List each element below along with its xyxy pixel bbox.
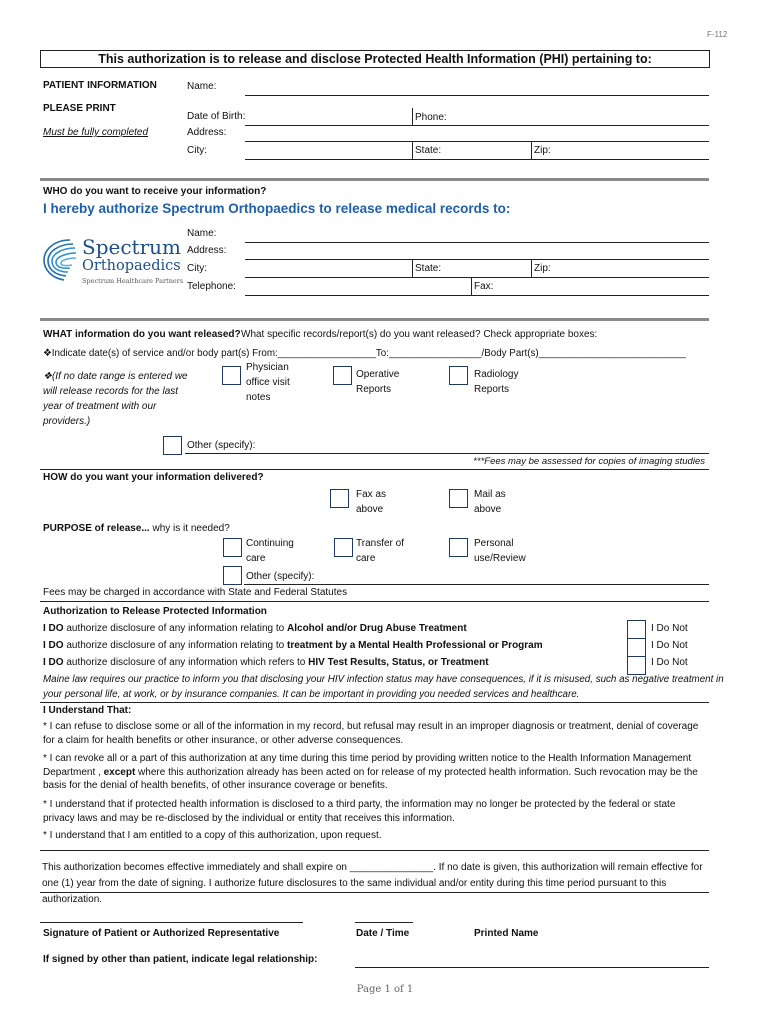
- logo-wordmark-spectrum: Spectrum: [82, 235, 181, 259]
- other-purpose-label: Other (specify):: [246, 571, 315, 582]
- do-not-label-3: I Do Not: [651, 657, 688, 668]
- do-not-alcohol-checkbox[interactable]: [627, 620, 646, 639]
- fees-statute-note: Fees may be charged in accordance with State and Federal Statutes: [43, 587, 348, 598]
- spectrum-logo: [40, 234, 186, 286]
- purpose-question-rest: why is it needed?: [149, 523, 230, 534]
- physician-notes-label-1: Physician: [246, 362, 289, 373]
- fax-delivery-checkbox[interactable]: [330, 489, 349, 508]
- divider: [531, 142, 532, 159]
- physician-notes-label-2: office visit: [246, 377, 290, 388]
- patient-info-heading: PATIENT INFORMATION: [43, 80, 157, 91]
- transfer-care-label-2: care: [356, 553, 376, 564]
- do-label: I DO: [43, 623, 64, 634]
- revoke-except: except: [103, 766, 136, 778]
- continuing-care-label-2: care: [246, 553, 266, 564]
- auth-row-bold: HIV Test Results, Status, or Treatment: [308, 657, 489, 668]
- date-time-field[interactable]: [355, 922, 413, 923]
- do-not-label-1: I Do Not: [651, 623, 688, 634]
- logo-wordmark-orthopaedics: Orthopaedics: [82, 258, 181, 274]
- relationship-label: If signed by other than patient, indicate legal relationship:: [43, 954, 318, 965]
- section-separator: [40, 318, 709, 321]
- address-label: Address:: [187, 127, 227, 138]
- mail-delivery-label-1: Mail as: [474, 489, 506, 500]
- recipient-city-label: City:: [187, 263, 207, 274]
- auth-hiv-row: [43, 657, 489, 668]
- city-label: City:: [187, 145, 207, 156]
- address-field[interactable]: [245, 141, 709, 142]
- physician-notes-label-3: notes: [246, 392, 271, 403]
- how-question: HOW do you want your information delivered?: [43, 472, 264, 483]
- mail-delivery-label-2: above: [474, 504, 502, 515]
- date-note-line1: ❖(If no date range is entered we: [43, 371, 188, 382]
- signature-label: Signature of Patient or Authorized Representative: [43, 928, 280, 939]
- fax-delivery-label-1: Fax as: [356, 489, 387, 500]
- spectrum-logo-mark: [40, 236, 80, 284]
- physician-notes-checkbox[interactable]: [222, 366, 241, 385]
- what-question: WHAT information do you want released?: [43, 329, 241, 340]
- radiology-reports-checkbox[interactable]: [449, 366, 468, 385]
- patient-name-label: Name:: [187, 81, 217, 92]
- other-records-checkbox[interactable]: [163, 436, 182, 455]
- date-note-line4: providers.): [43, 416, 91, 427]
- divider: [412, 142, 413, 159]
- radiology-reports-label-2: Reports: [474, 384, 510, 395]
- what-check-instruction: What specific records/report(s) do you want released? Check appropriate boxes:: [241, 329, 598, 340]
- divider: [471, 278, 472, 295]
- auth-alcohol-row: [43, 623, 467, 634]
- auth-row-text: authorize disclosure of any information relating to: [63, 623, 288, 634]
- operative-reports-checkbox[interactable]: [333, 366, 352, 385]
- purpose-question: [43, 523, 230, 534]
- date-note-line3: year of treatment with our: [43, 401, 157, 412]
- section-separator: [40, 178, 709, 181]
- printed-name-label: Printed Name: [474, 928, 539, 939]
- signature-field[interactable]: [40, 922, 303, 923]
- auth-heading: Authorization to Release Protected Information: [43, 606, 267, 617]
- recipient-phone-fax-field[interactable]: [245, 295, 709, 296]
- dob-label: Date of Birth:: [187, 111, 246, 122]
- do-not-mental-health-checkbox[interactable]: [627, 638, 646, 657]
- recipient-state-label: State:: [415, 263, 442, 274]
- do-not-label-2: I Do Not: [651, 640, 688, 651]
- understand-redisclose: * I understand that if protected health information is disclosed to a third party, the information may no longer be protected by the federal or state privacy laws and may be re-disclosed by the individual or entity that receives this information.: [43, 799, 676, 824]
- purpose-question-bold: PURPOSE of release...: [43, 523, 150, 534]
- page-number: Page 1 of 1: [356, 984, 414, 995]
- date-range-field[interactable]: ❖Indicate date(s) of service and/or body part(s) From:__________________To:_________________/Body Part(s)___________________________: [43, 348, 686, 359]
- recipient-city-state-zip-field[interactable]: [245, 277, 709, 278]
- auth-row-text: authorize disclosure of any information relating to: [63, 640, 288, 651]
- personal-use-label-2: use/Review: [474, 553, 526, 564]
- auth-mental-health-row: [43, 640, 543, 651]
- recipient-address-field[interactable]: [245, 259, 709, 260]
- personal-use-label-1: Personal: [474, 538, 514, 549]
- other-purpose-checkbox[interactable]: [223, 566, 242, 585]
- auth-row-bold: treatment by a Mental Health Professional or Program: [287, 640, 543, 651]
- date-note-line2: will release records for the last: [43, 386, 179, 397]
- radiology-reports-label-1: Radiology: [474, 369, 519, 380]
- maine-law-line1: Maine law requires our practice to inform you that disclosing your HIV infection status may have consequences, if it is misused, such as negative treatment in: [43, 674, 724, 685]
- revoke-text-2: where this authorization already has been acted on for release of my protected health information. Such revocation may be the basis for the denial of health benefits, of other insurance coverage or benefits.: [43, 766, 698, 791]
- other-records-label: Other (specify):: [187, 440, 256, 451]
- auth-row-bold: Alcohol and/or Drug Abuse Treatment: [287, 623, 467, 634]
- do-not-hiv-checkbox[interactable]: [627, 656, 646, 675]
- who-question: WHO do you want to receive your information?: [43, 186, 267, 197]
- recipient-zip-label: Zip:: [534, 263, 551, 274]
- imaging-fees-note: ***Fees may be assessed for copies of imaging studies: [473, 456, 705, 467]
- section-separator: [40, 469, 709, 470]
- divider: [531, 260, 532, 277]
- state-label: State:: [415, 145, 442, 156]
- page-title: This authorization is to release and disclose Protected Health Information (PHI) pertaining to:: [98, 52, 652, 66]
- recipient-fax-label: Fax:: [474, 281, 494, 292]
- continuing-care-label-1: Continuing: [246, 538, 294, 549]
- zip-label: Zip:: [534, 145, 551, 156]
- continuing-care-checkbox[interactable]: [223, 538, 242, 557]
- date-time-label: Date / Time: [356, 928, 410, 939]
- do-label: I DO: [43, 657, 64, 668]
- must-complete-note: Must be fully completed: [43, 127, 149, 138]
- effective-box: [40, 850, 709, 905]
- auth-row-text: authorize disclosure of any information which refers to: [63, 657, 309, 668]
- other-purpose-field[interactable]: [244, 584, 709, 585]
- understand-revoke: [43, 752, 708, 793]
- do-label: I DO: [43, 640, 64, 651]
- other-records-field[interactable]: [185, 453, 709, 454]
- mail-delivery-checkbox[interactable]: [449, 489, 468, 508]
- understand-copy: * I understand that I am entitled to a copy of this authorization, upon request.: [43, 830, 382, 841]
- phone-label: Phone:: [415, 112, 447, 123]
- section-separator: [40, 702, 709, 703]
- please-print-label: PLEASE PRINT: [43, 103, 116, 114]
- operative-reports-label-2: Reports: [356, 384, 392, 395]
- city-state-zip-field[interactable]: [245, 159, 709, 160]
- transfer-care-label-1: Transfer of: [356, 538, 404, 549]
- relationship-field[interactable]: [355, 967, 709, 968]
- revoke-text-1: * I can revoke all or a part of this authorization at any time during this time period by providing written notice to the Health Information Management Department ,: [43, 753, 692, 778]
- recipient-address-label: Address:: [187, 245, 227, 256]
- section-separator: [40, 601, 709, 602]
- divider: [412, 260, 413, 277]
- recipient-name-label: Name:: [187, 228, 217, 239]
- title-box: [40, 50, 710, 68]
- patient-name-field[interactable]: [245, 95, 709, 96]
- maine-law-line2: your personal life, at work, or by insurance companies. It can be important in providing you needed services and healthcare.: [43, 689, 580, 700]
- fax-delivery-label-2: above: [356, 504, 384, 515]
- form-id: F-112: [707, 30, 728, 39]
- understand-heading: I Understand That:: [43, 705, 132, 716]
- operative-reports-label-1: Operative: [356, 369, 400, 380]
- recipient-name-field[interactable]: [245, 242, 709, 243]
- divider: [412, 108, 413, 125]
- logo-tagline: Spectrum Healthcare Partners: [82, 277, 184, 285]
- authorize-heading: I hereby authorize Spectrum Orthopaedics to release medical records to:: [43, 201, 511, 216]
- recipient-telephone-label: Telephone:: [187, 281, 236, 292]
- effective-statement: This authorization becomes effective immediately and shall expire on _______________. If no date is given, this authorization will remain effective for one (1) year from the date of signing. I authorize future disclosures to the same individual and/or entity during this time period pursuant to this authorization.: [42, 862, 703, 905]
- transfer-care-checkbox[interactable]: [334, 538, 353, 557]
- understand-refuse: * I can refuse to disclose some or all of the information in my record, but refusal may result in an improper diagnosis or treatment, denial of coverage for a claim for health benefits or other insurance, or other adverse consequences.: [43, 721, 699, 746]
- dob-phone-field[interactable]: [245, 125, 709, 126]
- personal-use-checkbox[interactable]: [449, 538, 468, 557]
